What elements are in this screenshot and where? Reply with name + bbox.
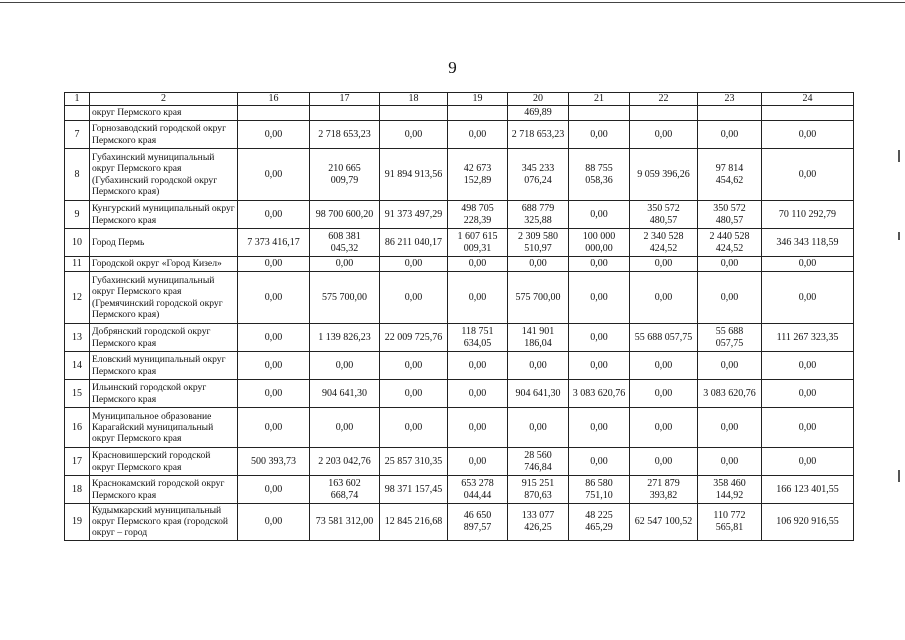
value-cell-col-22: 0,00 [630, 257, 698, 272]
value-cell-col-18: 25 857 310,35 [380, 448, 448, 476]
value-cell-col-19: 0,00 [448, 408, 508, 448]
value-cell-col-23: 110 772 565,81 [698, 504, 762, 541]
value-cell-col-19: 498 705 228,39 [448, 201, 508, 229]
value-cell-col-23: 2 440 528 424,52 [698, 229, 762, 257]
row-number: 7 [65, 121, 90, 149]
column-header: 19 [448, 93, 508, 106]
value-cell-col-20: 133 077 426,25 [508, 504, 569, 541]
value-cell-col-20: 2 718 653,23 [508, 121, 569, 149]
row-number: 17 [65, 448, 90, 476]
value-cell-col-21: 0,00 [569, 324, 630, 352]
value-cell-col-22: 0,00 [630, 272, 698, 324]
value-cell-col-19: 653 278 044,44 [448, 476, 508, 504]
municipality-name: Кудымкарский муниципальный округ Пермского края (городской округ – город [90, 504, 238, 541]
value-cell-col-23: 0,00 [698, 257, 762, 272]
value-cell-col-17: 904 641,30 [310, 380, 380, 408]
value-cell-col-18: 91 373 497,29 [380, 201, 448, 229]
value-cell-col-20: 2 309 580 510,97 [508, 229, 569, 257]
value-cell-col-24 [762, 106, 854, 121]
budget-table [64, 92, 854, 541]
municipality-name: Губахинский муниципальный округ Пермского края (Губахинский городской округ Пермского края) [90, 149, 238, 201]
municipality-name: Красновишерский городской округ Пермского края [90, 448, 238, 476]
value-cell-col-22: 271 879 393,82 [630, 476, 698, 504]
value-cell-col-16: 0,00 [238, 380, 310, 408]
value-cell-col-24: 106 920 916,55 [762, 504, 854, 541]
value-cell-col-20: 688 779 325,88 [508, 201, 569, 229]
value-cell-col-16: 500 393,73 [238, 448, 310, 476]
value-cell-col-16: 0,00 [238, 352, 310, 380]
value-cell-col-16: 7 373 416,17 [238, 229, 310, 257]
table-row [65, 448, 854, 476]
row-number: 11 [65, 257, 90, 272]
value-cell-col-17: 98 700 600,20 [310, 201, 380, 229]
value-cell-col-24: 346 343 118,59 [762, 229, 854, 257]
value-cell-col-20: 28 560 746,84 [508, 448, 569, 476]
row-number: 19 [65, 504, 90, 541]
column-header: 16 [238, 93, 310, 106]
value-cell-col-22: 55 688 057,75 [630, 324, 698, 352]
table-body [65, 106, 854, 541]
value-cell-col-23: 55 688 057,75 [698, 324, 762, 352]
margin-mark [898, 232, 900, 240]
column-header: 20 [508, 93, 569, 106]
value-cell-col-19: 0,00 [448, 448, 508, 476]
value-cell-col-19: 118 751 634,05 [448, 324, 508, 352]
value-cell-col-17: 1 139 826,23 [310, 324, 380, 352]
value-cell-col-24: 0,00 [762, 272, 854, 324]
value-cell-col-24: 0,00 [762, 380, 854, 408]
value-cell-col-18: 12 845 216,68 [380, 504, 448, 541]
value-cell-col-21: 0,00 [569, 408, 630, 448]
margin-mark [898, 150, 900, 162]
value-cell-col-16: 0,00 [238, 324, 310, 352]
municipality-name: Добрянский городской округ Пермского края [90, 324, 238, 352]
value-cell-col-24: 0,00 [762, 121, 854, 149]
table-row [65, 352, 854, 380]
value-cell-col-20: 0,00 [508, 408, 569, 448]
value-cell-col-24: 0,00 [762, 408, 854, 448]
value-cell-col-22: 9 059 396,26 [630, 149, 698, 201]
value-cell-col-16: 0,00 [238, 408, 310, 448]
value-cell-col-19: 46 650 897,57 [448, 504, 508, 541]
value-cell-col-23: 3 083 620,76 [698, 380, 762, 408]
row-number: 9 [65, 201, 90, 229]
municipality-name: Муниципальное образование Карагайский муниципальный округ Пермского края [90, 408, 238, 448]
value-cell-col-22: 0,00 [630, 448, 698, 476]
row-number [65, 106, 90, 121]
value-cell-col-24: 0,00 [762, 448, 854, 476]
value-cell-col-16 [238, 106, 310, 121]
value-cell-col-16: 0,00 [238, 476, 310, 504]
value-cell-col-21: 88 755 058,36 [569, 149, 630, 201]
value-cell-col-23: 358 460 144,92 [698, 476, 762, 504]
municipality-name: Краснокамский городской округ Пермского края [90, 476, 238, 504]
row-number: 12 [65, 272, 90, 324]
table-row [65, 272, 854, 324]
value-cell-col-17: 575 700,00 [310, 272, 380, 324]
value-cell-col-17 [310, 106, 380, 121]
municipality-name: Еловский муниципальный округ Пермского края [90, 352, 238, 380]
value-cell-col-19: 0,00 [448, 257, 508, 272]
value-cell-col-24: 0,00 [762, 149, 854, 201]
margin-mark [898, 470, 900, 482]
value-cell-col-21: 0,00 [569, 201, 630, 229]
value-cell-col-24: 111 267 323,35 [762, 324, 854, 352]
municipality-name: Ильинский городской округ Пермского края [90, 380, 238, 408]
value-cell-col-24: 0,00 [762, 257, 854, 272]
page-number: 9 [448, 58, 457, 77]
value-cell-col-23: 0,00 [698, 272, 762, 324]
table-row [65, 229, 854, 257]
table-row [65, 324, 854, 352]
column-header: 22 [630, 93, 698, 106]
value-cell-col-20: 904 641,30 [508, 380, 569, 408]
value-cell-col-17: 2 718 653,23 [310, 121, 380, 149]
value-cell-col-24: 0,00 [762, 352, 854, 380]
value-cell-col-22: 0,00 [630, 121, 698, 149]
value-cell-col-17: 163 602 668,74 [310, 476, 380, 504]
value-cell-col-23: 97 814 454,62 [698, 149, 762, 201]
value-cell-col-19: 1 607 615 009,31 [448, 229, 508, 257]
table-row [65, 476, 854, 504]
table-row [65, 149, 854, 201]
value-cell-col-23: 350 572 480,57 [698, 201, 762, 229]
value-cell-col-22: 0,00 [630, 380, 698, 408]
value-cell-col-20: 0,00 [508, 352, 569, 380]
value-cell-col-20: 575 700,00 [508, 272, 569, 324]
value-cell-col-18: 0,00 [380, 121, 448, 149]
table-row [65, 201, 854, 229]
value-cell-col-21: 3 083 620,76 [569, 380, 630, 408]
row-number: 14 [65, 352, 90, 380]
value-cell-col-18 [380, 106, 448, 121]
value-cell-col-22: 62 547 100,52 [630, 504, 698, 541]
value-cell-col-21: 48 225 465,29 [569, 504, 630, 541]
column-header: 1 [65, 93, 90, 106]
table-row [65, 257, 854, 272]
value-cell-col-23: 0,00 [698, 352, 762, 380]
value-cell-col-24: 70 110 292,79 [762, 201, 854, 229]
value-cell-col-18: 0,00 [380, 257, 448, 272]
column-header: 23 [698, 93, 762, 106]
value-cell-col-23: 0,00 [698, 121, 762, 149]
table-row [65, 121, 854, 149]
value-cell-col-16: 0,00 [238, 504, 310, 541]
row-number: 16 [65, 408, 90, 448]
value-cell-col-17: 0,00 [310, 352, 380, 380]
value-cell-col-16: 0,00 [238, 201, 310, 229]
value-cell-col-18: 0,00 [380, 380, 448, 408]
row-number: 10 [65, 229, 90, 257]
value-cell-col-19: 0,00 [448, 380, 508, 408]
value-cell-col-23: 0,00 [698, 448, 762, 476]
value-cell-col-16: 0,00 [238, 121, 310, 149]
value-cell-col-17: 2 203 042,76 [310, 448, 380, 476]
value-cell-col-20: 141 901 186,04 [508, 324, 569, 352]
value-cell-col-17: 210 665 009,79 [310, 149, 380, 201]
value-cell-col-20: 469,89 [508, 106, 569, 121]
table-row [65, 380, 854, 408]
top-border-line [0, 2, 905, 3]
municipality-name: Город Пермь [90, 229, 238, 257]
value-cell-col-23 [698, 106, 762, 121]
value-cell-col-16: 0,00 [238, 257, 310, 272]
value-cell-col-19 [448, 106, 508, 121]
value-cell-col-20: 915 251 870,63 [508, 476, 569, 504]
value-cell-col-22: 0,00 [630, 408, 698, 448]
column-header: 17 [310, 93, 380, 106]
value-cell-col-16: 0,00 [238, 272, 310, 324]
value-cell-col-21 [569, 106, 630, 121]
value-cell-col-19: 0,00 [448, 121, 508, 149]
value-cell-col-18: 0,00 [380, 272, 448, 324]
value-cell-col-20: 0,00 [508, 257, 569, 272]
value-cell-col-18: 0,00 [380, 352, 448, 380]
value-cell-col-22: 0,00 [630, 352, 698, 380]
value-cell-col-19: 0,00 [448, 352, 508, 380]
value-cell-col-22: 2 340 528 424,52 [630, 229, 698, 257]
value-cell-col-17: 0,00 [310, 408, 380, 448]
value-cell-col-21: 0,00 [569, 121, 630, 149]
table-row [65, 504, 854, 541]
value-cell-col-22 [630, 106, 698, 121]
value-cell-col-16: 0,00 [238, 149, 310, 201]
row-number: 13 [65, 324, 90, 352]
municipality-name: Городской округ «Город Кизел» [90, 257, 238, 272]
value-cell-col-18: 0,00 [380, 408, 448, 448]
value-cell-col-17: 608 381 045,32 [310, 229, 380, 257]
value-cell-col-23: 0,00 [698, 408, 762, 448]
table-row [65, 106, 854, 121]
row-number: 15 [65, 380, 90, 408]
value-cell-col-18: 86 211 040,17 [380, 229, 448, 257]
column-header: 21 [569, 93, 630, 106]
column-header: 18 [380, 93, 448, 106]
value-cell-col-21: 86 580 751,10 [569, 476, 630, 504]
value-cell-col-17: 73 581 312,00 [310, 504, 380, 541]
value-cell-col-24: 166 123 401,55 [762, 476, 854, 504]
header-row [65, 93, 854, 106]
value-cell-col-21: 100 000 000,00 [569, 229, 630, 257]
municipality-name: Горнозаводский городской округ Пермского края [90, 121, 238, 149]
value-cell-col-18: 22 009 725,76 [380, 324, 448, 352]
value-cell-col-19: 0,00 [448, 272, 508, 324]
municipality-name: округ Пермского края [90, 106, 238, 121]
value-cell-col-22: 350 572 480,57 [630, 201, 698, 229]
value-cell-col-20: 345 233 076,24 [508, 149, 569, 201]
row-number: 8 [65, 149, 90, 201]
value-cell-col-21: 0,00 [569, 257, 630, 272]
value-cell-col-21: 0,00 [569, 272, 630, 324]
municipality-name: Губахинский муниципальный округ Пермского края (Гремячинский городской округ Пермского края) [90, 272, 238, 324]
value-cell-col-19: 42 673 152,89 [448, 149, 508, 201]
value-cell-col-18: 98 371 157,45 [380, 476, 448, 504]
column-header: 2 [90, 93, 238, 106]
value-cell-col-17: 0,00 [310, 257, 380, 272]
column-header: 24 [762, 93, 854, 106]
table-row [65, 408, 854, 448]
value-cell-col-21: 0,00 [569, 352, 630, 380]
value-cell-col-21: 0,00 [569, 448, 630, 476]
value-cell-col-18: 91 894 913,56 [380, 149, 448, 201]
municipality-name: Кунгурский муниципальный округ Пермского края [90, 201, 238, 229]
row-number: 18 [65, 476, 90, 504]
